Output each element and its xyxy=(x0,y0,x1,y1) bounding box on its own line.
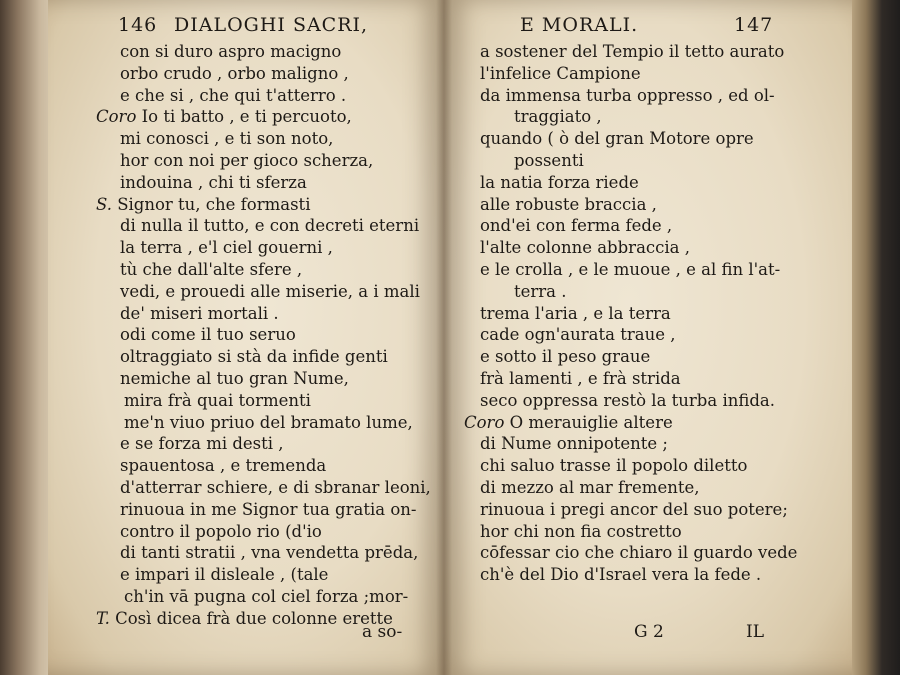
text-line xyxy=(96,107,352,127)
text-line xyxy=(480,478,699,498)
left-catchword: a so- xyxy=(362,622,403,642)
text-line xyxy=(480,522,682,542)
text-line xyxy=(124,413,413,433)
text-line xyxy=(480,195,657,215)
speaker-label: S. xyxy=(96,194,118,214)
line-text: O merauiglie altere xyxy=(509,412,673,432)
line-text: di nulla il tutto, e con decreti eterni xyxy=(120,216,420,236)
text-line xyxy=(120,522,322,542)
line-text: con si duro aspro macigno xyxy=(120,42,342,61)
text-line xyxy=(480,42,784,62)
line-text: contro il popolo rio (d'io xyxy=(120,521,322,541)
book-edge xyxy=(852,0,900,675)
text-line xyxy=(120,500,416,520)
line-text: chi saluo trasse il popolo diletto xyxy=(480,456,748,476)
line-text: di tanti stratii , vna vendetta prēda, xyxy=(120,543,419,563)
text-line xyxy=(514,107,602,127)
line-text: di Nume onnipotente ; xyxy=(480,434,668,454)
text-line xyxy=(480,86,775,106)
line-text: quando ( ò del gran Motore opre xyxy=(480,129,754,149)
line-text: d'atterrar schiere, e di sbranar leoni, xyxy=(120,478,431,497)
line-text: ond'ei con ferma fede , xyxy=(480,216,673,236)
text-line xyxy=(514,151,584,171)
text-line xyxy=(480,260,780,280)
text-line xyxy=(480,216,672,236)
text-line xyxy=(480,238,690,258)
text-line xyxy=(120,325,296,345)
text-line xyxy=(120,282,420,302)
line-text: possenti xyxy=(514,151,584,170)
text-line xyxy=(120,129,333,149)
line-text: Così dicea frà due colonne erette xyxy=(115,608,393,628)
text-line xyxy=(120,434,284,454)
text-line xyxy=(480,500,788,520)
text-line xyxy=(480,456,747,476)
line-text: orbo crudo , orbo maligno , xyxy=(120,63,349,83)
line-text: cōfessar cio che chiaro il guardo vede xyxy=(480,543,798,563)
line-text: l'alte colonne abbraccia , xyxy=(480,238,690,258)
line-text: indouina , chi ti sferza xyxy=(120,172,307,192)
line-text: vedi, e prouedi alle miserie, a i mali xyxy=(120,281,420,301)
right-page-number: 147 xyxy=(734,14,774,36)
text-line xyxy=(480,347,650,367)
line-text: trema l'aria , e la terra xyxy=(480,303,671,323)
text-line xyxy=(480,565,761,585)
text-line xyxy=(120,64,349,84)
left-page-number: 146 xyxy=(118,14,158,36)
line-text: hor chi non fia costretto xyxy=(480,521,682,541)
right-signature-mark: G 2 xyxy=(634,622,664,642)
line-text: nemiche al tuo gran Nume, xyxy=(120,369,349,388)
text-line xyxy=(480,434,668,454)
speaker-label: Coro xyxy=(96,107,142,127)
line-text: Io ti batto , e ti percuoto, xyxy=(141,107,352,127)
text-line xyxy=(120,260,302,280)
line-text: me'n viuo priuo del bramato lume, xyxy=(124,412,413,432)
line-text: la terra , e'l ciel gouerni , xyxy=(120,238,333,258)
speaker-label: T. xyxy=(96,608,116,628)
right-running-head: E MORALI. xyxy=(520,14,639,36)
text-line xyxy=(120,173,307,193)
text-line xyxy=(120,478,431,498)
line-text: rinuoua in me Signor tua gratia on- xyxy=(120,499,417,519)
text-line xyxy=(120,347,388,367)
text-line xyxy=(120,543,418,563)
text-line xyxy=(480,391,775,411)
line-text: seco oppressa restò la turba infida. xyxy=(480,390,776,410)
line-text: mira frà quai tormenti xyxy=(124,390,311,410)
text-line xyxy=(120,565,328,585)
text-line xyxy=(96,195,310,215)
text-line xyxy=(480,325,675,345)
text-line xyxy=(120,216,419,236)
line-text: ch'in vā pugna col ciel forza ;mor- xyxy=(124,587,409,606)
line-text: de' miseri mortali . xyxy=(120,303,279,323)
line-text: e sotto il peso graue xyxy=(480,347,651,367)
line-text: e le crolla , e le muoue , e al fin l'at- xyxy=(480,260,781,279)
text-line xyxy=(480,304,671,324)
text-line xyxy=(480,369,681,389)
text-line xyxy=(124,391,311,411)
line-text: e che si , che qui t'atterro . xyxy=(120,85,347,105)
left-page xyxy=(48,0,444,675)
line-text: mi conosci , e ti son noto, xyxy=(120,129,334,149)
line-text: tù che dall'alte sfere , xyxy=(120,260,303,279)
text-line xyxy=(120,42,341,62)
line-text: oltraggiato si stà da infide genti xyxy=(120,347,388,367)
text-line xyxy=(96,609,393,629)
line-text: la natia forza riede xyxy=(480,172,639,192)
speaker-label: Coro xyxy=(464,412,510,432)
line-text: terra . xyxy=(514,281,567,301)
line-text: ch'è del Dio d'Israel vera la fede . xyxy=(480,565,762,585)
line-text: Signor tu, che formasti xyxy=(117,194,311,214)
text-line xyxy=(120,304,279,324)
text-line xyxy=(120,238,333,258)
line-text: odi come il tuo seruo xyxy=(120,325,296,345)
line-text: e se forza mi desti , xyxy=(120,434,284,454)
text-line xyxy=(120,456,326,476)
text-line xyxy=(514,282,567,302)
line-text: a sostener del Tempio il tetto aurato xyxy=(480,42,785,61)
right-catchword: IL xyxy=(746,622,765,642)
text-line xyxy=(124,587,408,607)
line-text: hor con noi per gioco scherza, xyxy=(120,151,374,170)
text-line xyxy=(120,151,373,171)
line-text: frà lamenti , e frà strida xyxy=(480,369,681,388)
text-line xyxy=(480,64,641,84)
line-text: di mezzo al mar fremente, xyxy=(480,478,700,497)
text-line xyxy=(480,129,754,149)
right-page xyxy=(444,0,854,675)
line-text: traggiato , xyxy=(514,107,602,127)
line-text: da immensa turba oppresso , ed ol- xyxy=(480,85,775,105)
left-running-head: DIALOGHI SACRI, xyxy=(174,14,369,36)
text-line xyxy=(480,543,797,563)
text-line xyxy=(480,173,639,193)
text-line xyxy=(120,86,346,106)
line-text: cade ogn'aurata traue , xyxy=(480,325,676,345)
line-text: e impari il disleale , (tale xyxy=(120,565,329,585)
line-text: rinuoua i pregi ancor del suo potere; xyxy=(480,499,788,519)
book-gutter xyxy=(436,0,452,675)
text-line xyxy=(464,413,673,433)
line-text: spauentosa , e tremenda xyxy=(120,456,327,476)
line-text: l'infelice Campione xyxy=(480,63,641,83)
text-line xyxy=(120,369,349,389)
line-text: alle robuste braccia , xyxy=(480,194,657,214)
